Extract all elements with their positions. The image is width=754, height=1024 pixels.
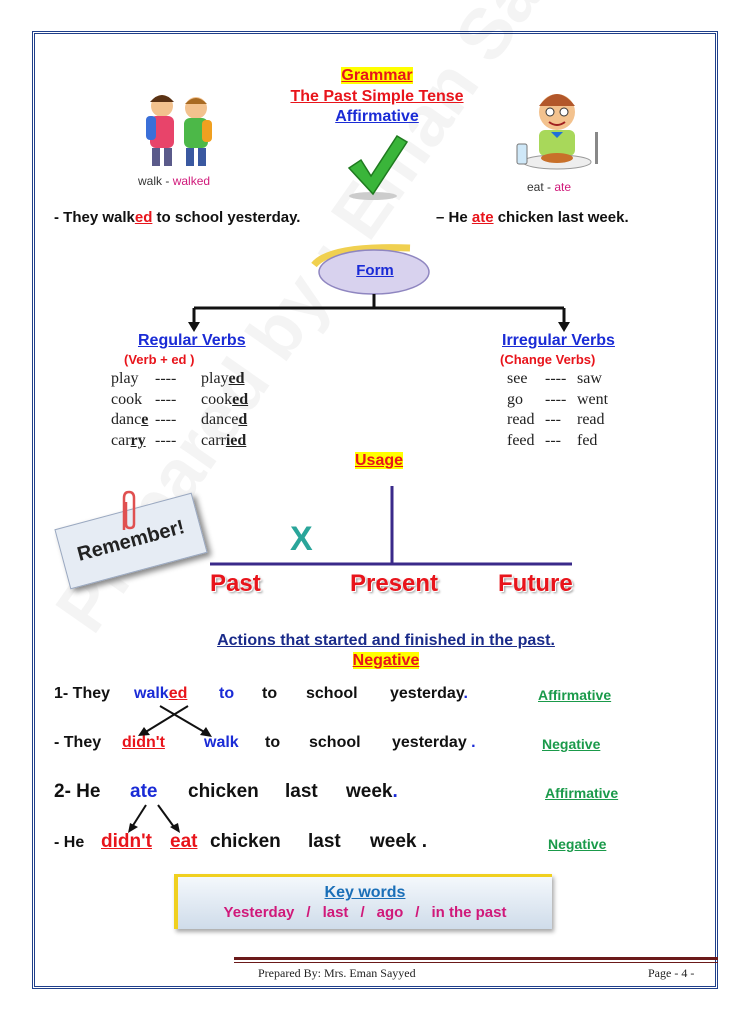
kids-walking-image: [130, 86, 240, 196]
form-tree-diagram: [180, 240, 580, 340]
tense-title: The Past Simple Tense: [290, 88, 464, 105]
sentence-1-w1: to: [262, 685, 278, 702]
timeline-diagram: [200, 484, 580, 574]
irregular-verb-row: [507, 369, 608, 390]
regular-verb-row: carry ---- carried: [111, 431, 248, 452]
verb-base: read: [507, 411, 535, 428]
footer-page: Page - 4 -: [648, 966, 695, 980]
x-mark: X: [290, 520, 313, 558]
irregular-verbs-table: [507, 369, 608, 451]
timeline-present: Present: [350, 570, 439, 597]
example-right: – He ate chicken last week.: [436, 209, 629, 226]
timeline-future: Future: [498, 570, 573, 597]
regular-verb-row: [111, 390, 248, 411]
sentence-1-w3: yesterday.: [390, 685, 468, 702]
verb-base: cook: [111, 390, 143, 408]
keyword-item: in the past: [431, 904, 507, 921]
sentence-2-aux: didn't: [122, 734, 165, 751]
sentence-2-w2: school: [309, 734, 361, 751]
regular-verbs-rule: (Verb + ed ): [124, 352, 195, 367]
verb-past: read: [577, 411, 605, 428]
boy-eating-image: [505, 82, 615, 197]
footer-rule: [234, 957, 718, 960]
sentence-2-w1: to: [265, 734, 281, 751]
verb-base: see: [507, 370, 528, 387]
sentence-3-tag: Affirmative: [545, 785, 619, 801]
verb-past: danced: [201, 411, 248, 428]
verb-past: saw: [577, 370, 602, 387]
walk-caption: walk - walked: [138, 174, 211, 188]
verb-dash: ----: [545, 370, 567, 387]
sentence-3: 2- He: [54, 781, 101, 802]
verb-base: feed: [507, 431, 535, 449]
sentence-3-w1: chicken: [188, 781, 259, 802]
keywords-title: Key words: [324, 884, 406, 901]
verb-dash: ----: [155, 370, 177, 387]
sentence-4-tag: Negative: [548, 836, 607, 852]
irregular-verb-row: [507, 410, 608, 431]
irregular-verbs-title: Irregular Verbs: [502, 332, 615, 349]
sentence-2-tag: Negative: [542, 736, 601, 752]
sentence-4-verb: eat: [170, 831, 198, 852]
sentence-1-w2: school: [306, 685, 358, 702]
sentence-4-w3: week .: [370, 831, 428, 852]
keyword-item: /: [306, 904, 311, 921]
affirmative-title: Affirmative: [335, 108, 419, 125]
sentence-2-verb: walk: [204, 734, 239, 751]
sentence-2: - They: [54, 734, 102, 751]
paperclip-icon: [116, 490, 140, 534]
verb-past: went: [577, 390, 609, 408]
sentence-1-verb: walked: [134, 685, 188, 702]
irregular-verb-row: [507, 431, 608, 452]
verb-dash: ----: [155, 431, 177, 449]
irregular-verbs-rule: (Change Verbs): [500, 352, 596, 367]
sentence-4: - He: [54, 834, 85, 851]
header: [0, 66, 754, 127]
verb-base: car: [111, 431, 131, 449]
verb-base: play: [111, 370, 139, 387]
grammar-title: Grammar: [341, 67, 413, 84]
sentence-3-w3: week.: [346, 781, 398, 802]
verb-dash: ---: [545, 431, 561, 449]
negative-label: Negative: [352, 652, 420, 669]
sentence-4-w1: chicken: [210, 831, 281, 852]
keyword-item: ago: [376, 904, 404, 921]
sentence-3-verb: ate: [130, 781, 158, 802]
keyword-item: Yesterday: [223, 904, 295, 921]
irregular-verb-row: [507, 390, 608, 411]
verb-dash: ----: [545, 390, 567, 408]
usage-label: Usage: [355, 452, 404, 469]
verb-dash: ----: [155, 390, 177, 408]
sentence-3-w2: last: [285, 781, 318, 802]
sentence-1: 1- They: [54, 685, 111, 702]
verb-past: fed: [577, 431, 598, 449]
usage-description: Actions that started and finished in the past.: [217, 632, 555, 649]
verb-past: played: [201, 370, 245, 387]
verb-dash: ----: [155, 411, 177, 428]
footer-rule-thin: [234, 962, 718, 963]
sentence-1-tag: Affirmative: [538, 687, 612, 703]
verb-past: cooked: [201, 390, 249, 408]
checkmark-icon: [345, 132, 409, 202]
footer-prepared: Prepared By: Mrs. Eman Sayyed: [258, 966, 416, 980]
timeline-past: Past: [210, 570, 261, 597]
keywords-list: [178, 904, 552, 921]
regular-verbs-table: [111, 369, 248, 451]
regular-verb-row: dance ---- danced: [111, 410, 248, 431]
sentence-1-to: to: [219, 685, 235, 702]
keyword-item: last: [322, 904, 349, 921]
verb-base: danc: [111, 411, 142, 428]
remember-sticker: Remember!: [54, 493, 207, 590]
example-left: - They walked to school yesterday.: [54, 209, 301, 226]
regular-verbs-title: Regular Verbs: [138, 332, 246, 349]
verb-base: go: [507, 390, 523, 408]
keyword-item: /: [360, 904, 365, 921]
verb-dash: ---: [545, 411, 561, 428]
form-label: Form: [356, 262, 394, 279]
eat-caption: eat - ate: [527, 180, 572, 194]
keywords-box: [174, 874, 552, 929]
regular-verb-row: [111, 369, 248, 390]
sentence-4-w2: last: [308, 831, 341, 852]
verb-past: carried: [201, 431, 247, 449]
sentence-2-w3: yesterday .: [392, 734, 476, 751]
sentence-4-aux: didn't: [101, 831, 152, 852]
keyword-item: /: [415, 904, 420, 921]
